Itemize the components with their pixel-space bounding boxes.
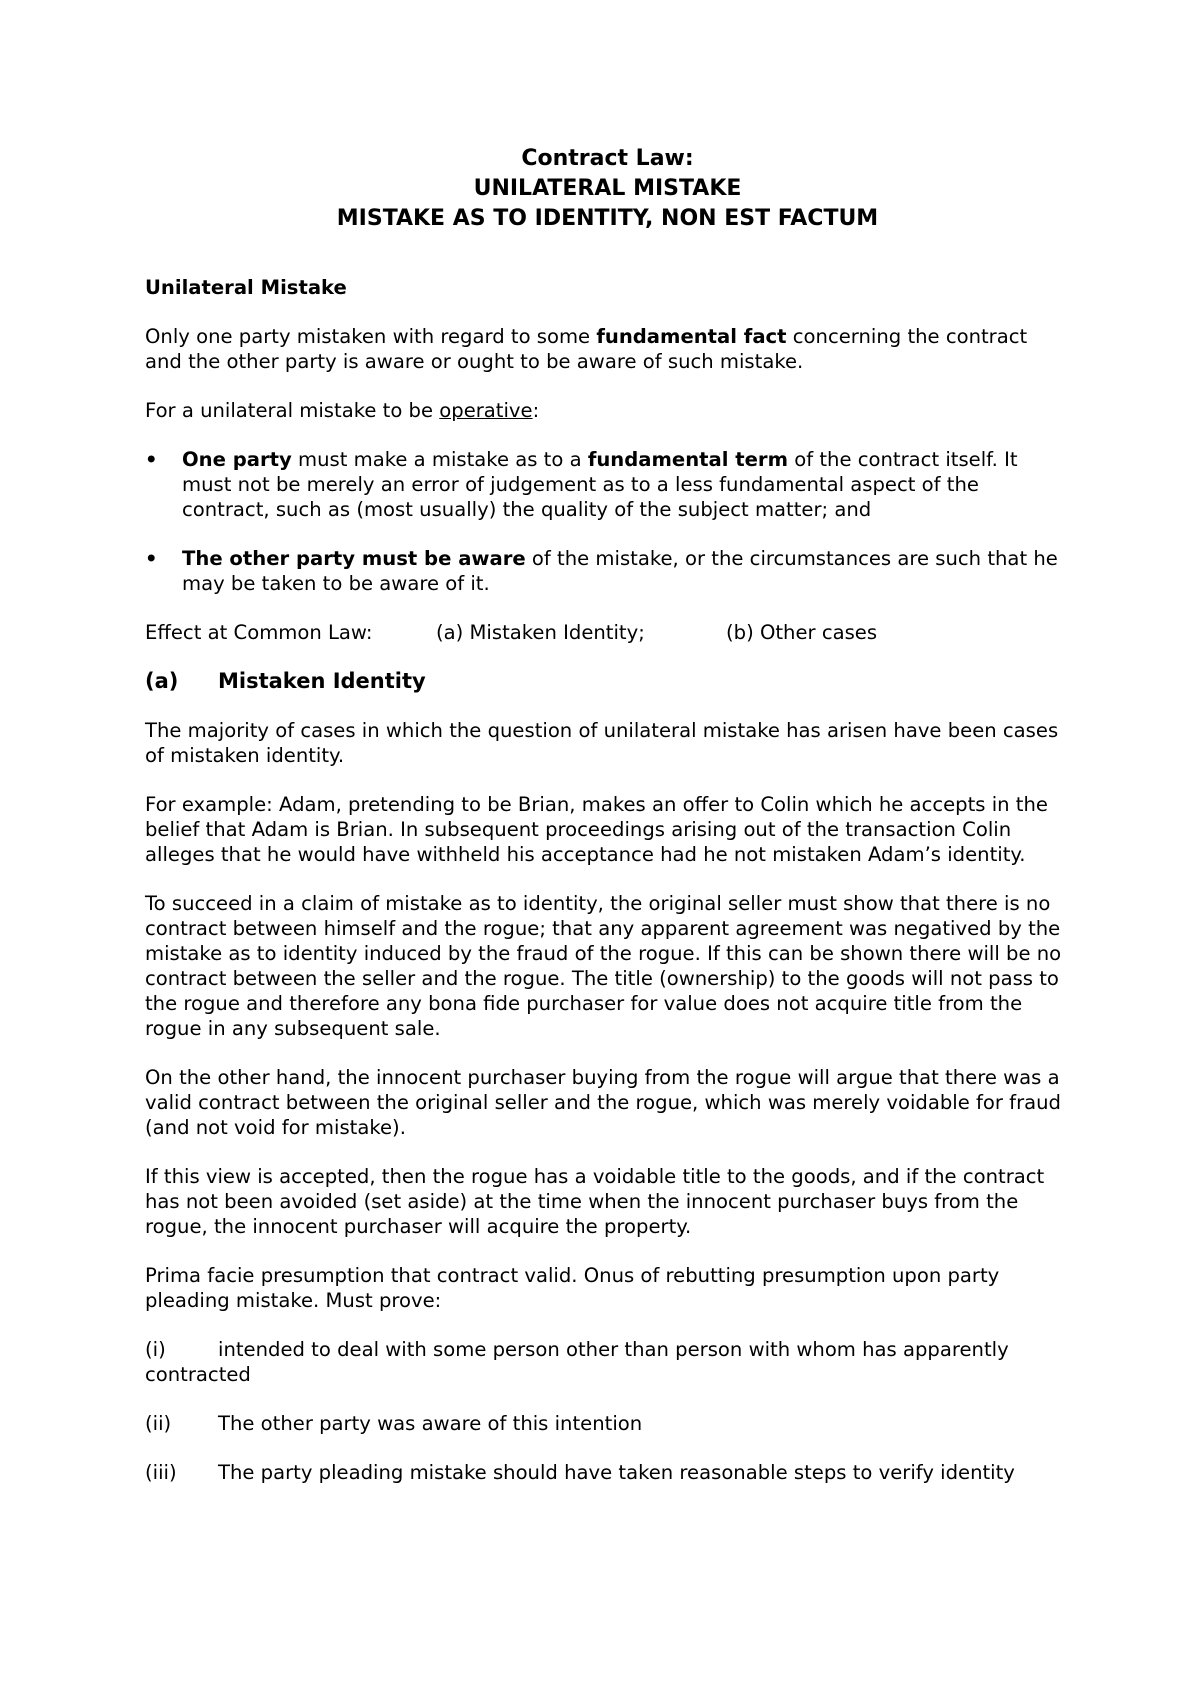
effect-option-b: (b) Other cases	[726, 621, 878, 644]
title-line-2: UNILATERAL MISTAKE	[473, 176, 742, 201]
bullet-icon: •	[145, 448, 158, 471]
section-title: Mistaken Identity	[218, 669, 426, 693]
section-heading-unilateral-mistake: Unilateral Mistake	[145, 276, 347, 299]
numbered-item	[145, 1337, 1070, 1387]
list-item: • One party must make a mistake as to a fundamental term of the contract itself. It must not be merely an error of judgement as to a less fundamental aspect of the contract, such as (most usually) the quality of the subject matter; and	[145, 448, 1018, 521]
numbered-item	[145, 1411, 1070, 1436]
intro-paragraph: Only one party mistaken with regard to some fundamental fact concerning the contract and the other party is aware or ought to be aware of such mistake.	[145, 325, 1028, 373]
operative-paragraph: For a unilateral mistake to be operative:	[145, 399, 540, 422]
body-paragraph: For example: Adam, pretending to be Brian, makes an offer to Colin which he accepts in the belief that Adam is Brian. In subsequent proceedings arising out of the transaction Colin alleges that he would have withheld his acceptance had he not mistaken Adam’s identity.	[145, 793, 1048, 866]
body-paragraph: If this view is accepted, then the rogue has a voidable title to the goods, and if the contract has not been avoided (set aside) at the time when the innocent purchaser buys from the rogue, the innocent purchaser will acquire the property.	[145, 1165, 1045, 1238]
numbered-item	[145, 1460, 1070, 1485]
document-title	[145, 144, 1070, 234]
item-text: The party pleading mistake should have taken reasonable steps to verify identity	[218, 1461, 1015, 1484]
requirements-list	[145, 447, 1070, 596]
item-number: (ii)	[145, 1412, 172, 1435]
item-text: The other party was aware of this intention	[218, 1412, 643, 1435]
item-number: (i)	[145, 1338, 166, 1361]
item-number: (iii)	[145, 1461, 177, 1484]
body-paragraph: To succeed in a claim of mistake as to identity, the original seller must show that there is no contract between himself and the rogue; that any apparent agreement was negatived by the mistake as to identity induced by the fraud of the rogue. If this can be shown there will be no contract between the seller and the rogue. The title (ownership) to the goods will not pass to the rogue and therefore any bona fide purchaser for value does not acquire title from the rogue in any subsequent sale.	[145, 892, 1062, 1040]
effect-option-a: (a) Mistaken Identity;	[436, 621, 645, 644]
body-paragraph: On the other hand, the innocent purchaser buying from the rogue will argue that there was a valid contract between the original seller and the rogue, which was merely voidable for fraud (and not void for mistake).	[145, 1066, 1061, 1139]
effect-at-common-law	[145, 620, 1070, 645]
title-line-3: MISTAKE AS TO IDENTITY, NON EST FACTUM	[336, 206, 879, 231]
bullet-icon: •	[145, 547, 158, 570]
effect-label: Effect at Common Law:	[145, 621, 373, 644]
section-number: (a)	[145, 669, 179, 693]
list-item: • The other party must be aware of the mistake, or the circumstances are such that he may be taken to be aware of it.	[145, 547, 1058, 595]
section-heading-mistaken-identity	[145, 669, 1070, 694]
document-body	[145, 144, 1070, 1509]
body-paragraph: Prima facie presumption that contract valid. Onus of rebutting presumption upon party pleading mistake. Must prove:	[145, 1264, 1000, 1312]
item-text: intended to deal with some person other than person with whom has apparently contracted	[145, 1338, 1009, 1386]
title-line-1: Contract Law:	[521, 146, 694, 171]
body-paragraph: The majority of cases in which the question of unilateral mistake has arisen have been cases of mistaken identity.	[145, 719, 1059, 767]
